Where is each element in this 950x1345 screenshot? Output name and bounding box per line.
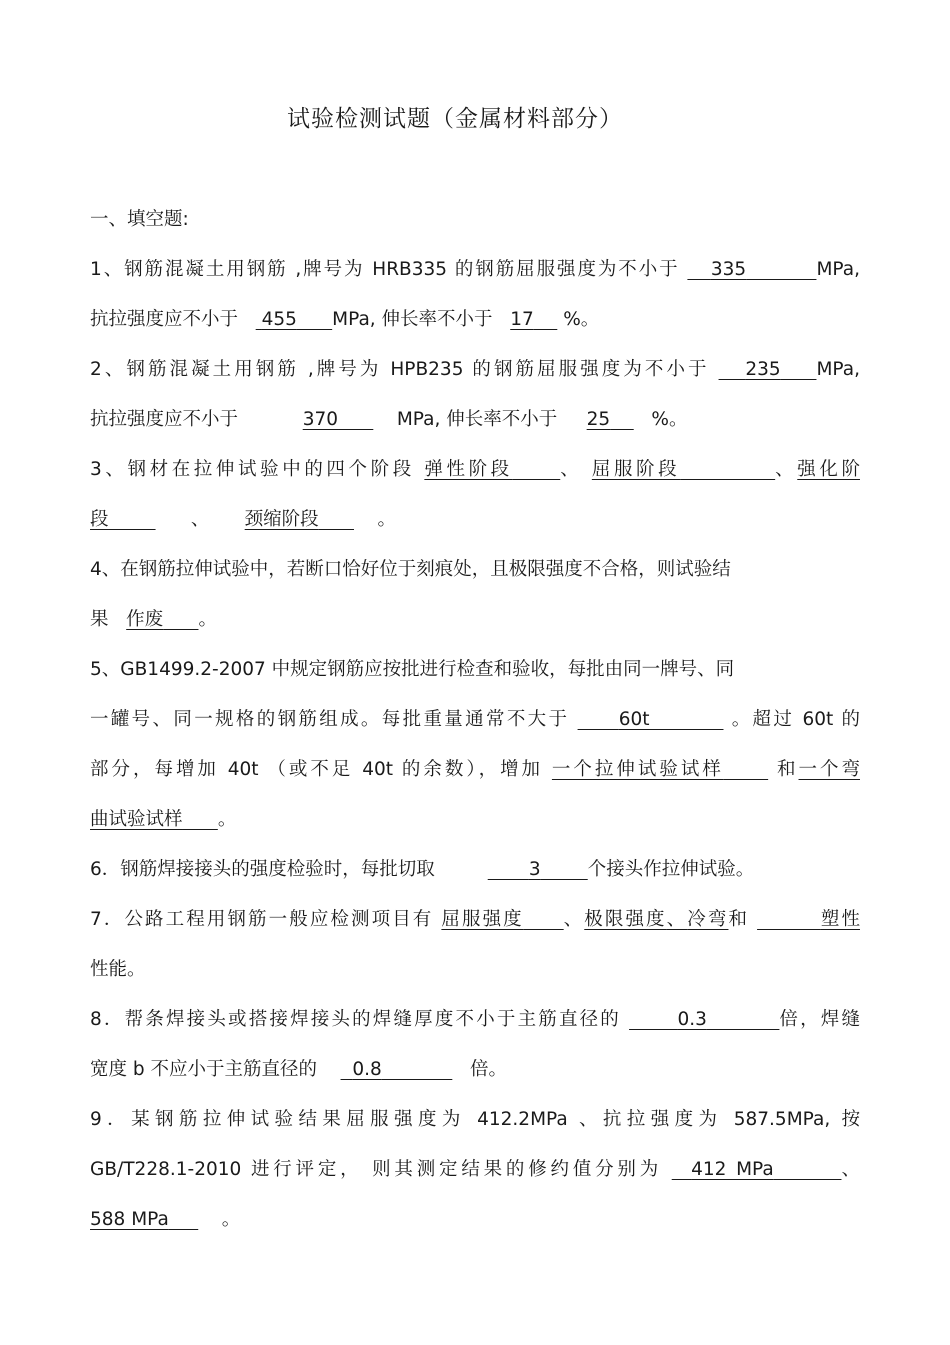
q2-text: 2、钢筋混凝土用钢筋 ,牌号为 HPB235 的钢筋屈服强度为不小于	[90, 359, 710, 380]
q2-unit: MPa,	[816, 359, 860, 380]
q8-end: 倍。	[469, 1059, 507, 1080]
q8-text-2: 倍，焊缝	[779, 1009, 860, 1030]
q7-blank-4b: 性能	[90, 959, 128, 980]
q5-text: 5、GB1499.2-2007 中规定钢筋应按批进行检查和验收，每批由同一牌号、同	[90, 659, 735, 680]
q5-blank-3a: 一个弯	[798, 759, 860, 780]
q7-blank-4a: 塑性	[820, 909, 860, 930]
q9-end: 。	[221, 1209, 241, 1230]
q5-text-4: 部分，每增加 40t （或不足 40t 的余数），增加	[90, 759, 544, 780]
question-5-line-3	[90, 755, 860, 785]
q2-text-tensile: 抗拉强度应不小于	[90, 409, 239, 430]
q1-unit: MPa,	[816, 259, 860, 280]
q7-end: 。	[127, 959, 146, 980]
q4-blank: 作废	[126, 609, 164, 630]
q1-text-elong: MPa, 伸长率不小于	[332, 309, 493, 330]
q4-end: 。	[198, 609, 217, 630]
question-5-line-2	[90, 705, 860, 735]
question-1-line-1	[90, 255, 860, 285]
q5-end: 。	[217, 809, 237, 830]
q8-text-3: 宽度 b 不应小于主筋直径的	[90, 1059, 318, 1080]
q3-blank-2: 屈服阶段	[591, 459, 681, 480]
q1-text-tensile: 抗拉强度应不小于	[90, 309, 239, 330]
q9-blank-1: 412 MPa	[691, 1159, 774, 1180]
q7-blank-2: 极限强度、冷弯	[584, 909, 729, 930]
section-heading	[90, 205, 860, 235]
question-5-line-4	[90, 805, 860, 835]
q8-text: 8．帮条焊接头或搭接焊接头的焊缝厚度不小于主筋直径的	[90, 1009, 621, 1030]
q3-blank-3a: 强化阶	[797, 459, 860, 480]
q9-text-2: GB/T228.1-2010 进行评定， 则其测定结果的修约值分别为	[90, 1159, 663, 1180]
question-5-line-1	[90, 655, 860, 685]
q3-end: 。	[377, 509, 397, 530]
q3-text: 3、钢材在拉伸试验中的四个阶段	[90, 459, 415, 480]
q2-blank-elong: 25	[586, 409, 611, 430]
q6-blank: 3	[528, 859, 541, 880]
document-title: 试验检测试题（金属材料部分）	[287, 106, 623, 132]
q5-text-3: 。超过 60t 的	[731, 709, 860, 730]
question-7-line-2	[90, 955, 860, 985]
question-7-line-1: 7．公路工程用钢筋一般应检测项目有 屈服强度 、极限强度、冷弯和 塑性	[90, 909, 860, 930]
question-8-line-2	[90, 1055, 860, 1085]
q1-blank-yield: 335	[710, 259, 747, 280]
q7-blank-1: 屈服强度	[441, 909, 524, 930]
q2-blank-yield: 235	[745, 359, 781, 380]
question-2-line-2	[90, 405, 860, 435]
q1-blank-tensile: 455	[261, 309, 297, 330]
q5-text-2: 一罐号、同一规格的钢筋组成。每批重量通常不大于	[90, 709, 570, 730]
q3-blank-3b: 段	[90, 509, 109, 530]
question-1-line-2	[90, 305, 860, 335]
question-8-line-1	[90, 1005, 860, 1035]
question-3-line-1: 3、钢材在拉伸试验中的四个阶段 弹性阶段 、 屈服阶段 、强化阶	[90, 459, 860, 480]
question-9-line-1	[90, 1105, 860, 1135]
question-3-line-2: 段 、 颈缩阶段 。	[90, 509, 397, 530]
q7-text: 7．公路工程用钢筋一般应检测项目有	[90, 909, 434, 930]
section-heading-text: 一、填空题:	[90, 209, 189, 230]
q2-blank-tensile: 370	[302, 409, 339, 430]
q2-end: %。	[651, 409, 688, 430]
q5-blank-1: 60t	[618, 709, 650, 730]
q5-blank-3b: 曲试验试样	[90, 809, 183, 830]
q1-text: 1、钢筋混凝土用钢筋 ,牌号为 HRB335 的钢筋屈服强度为不小于	[90, 259, 680, 280]
q2-text-elong: MPa, 伸长率不小于	[396, 409, 558, 430]
q1-blank-elong: 17	[510, 309, 534, 330]
q1-end: %。	[563, 309, 600, 330]
q8-blank-2: 0.8	[352, 1059, 382, 1080]
q6-end: 个接头作拉伸试验。	[587, 859, 755, 880]
q8-blank-1: 0.3	[677, 1009, 707, 1030]
q3-blank-4: 颈缩阶段	[244, 509, 319, 530]
question-9-line-2: GB/T228.1-2010 进行评定， 则其测定结果的修约值分别为 412 MPa 、	[90, 1159, 860, 1180]
question-2-line-1	[90, 355, 860, 385]
question-4-line-1	[90, 555, 860, 585]
q5-blank-2: 一个拉伸试验试样	[551, 759, 724, 780]
q3-blank-1: 弹性阶段	[424, 459, 513, 480]
question-6-line-1	[90, 855, 860, 885]
q9-blank-2: 588 MPa	[90, 1209, 169, 1230]
question-9-line-3	[90, 1205, 860, 1235]
q5-and: 和	[777, 759, 799, 780]
q7-and: 和	[728, 909, 750, 930]
question-4-line-2	[90, 605, 860, 635]
q4-text-2: 果	[90, 609, 109, 630]
q9-text: 9．某钢筋拉伸试验结果屈服强度为 412.2MPa 、抗拉强度为 587.5MPa, 按	[90, 1109, 860, 1130]
q4-text: 4、在钢筋拉伸试验中，若断口恰好位于刻痕处，且极限强度不合格，则试验结	[90, 559, 731, 580]
q6-text: 6．钢筋焊接接头的强度检验时，每批切取	[90, 859, 435, 880]
